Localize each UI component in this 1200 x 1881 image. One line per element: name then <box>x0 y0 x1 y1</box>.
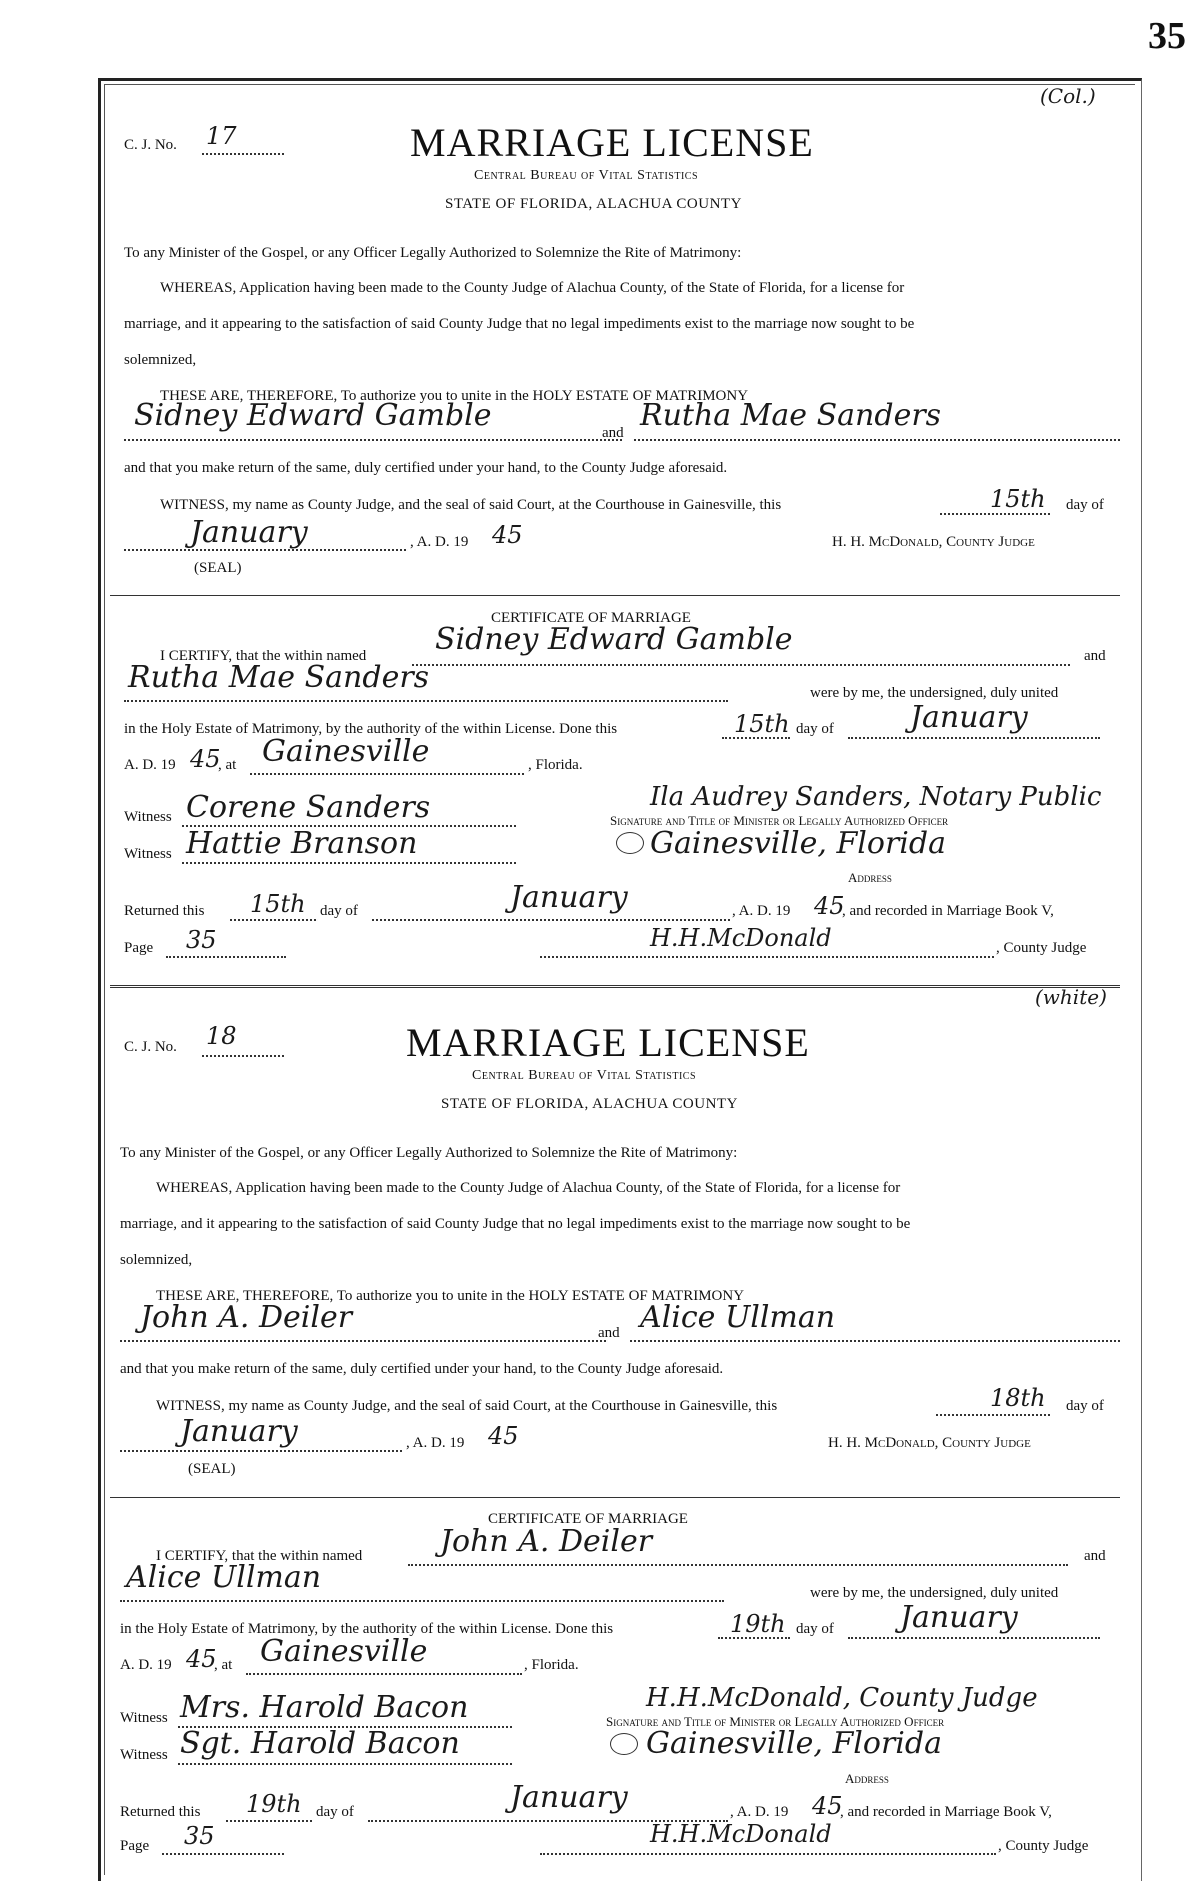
returned-day: 19th <box>246 1790 302 1818</box>
done-day: 19th <box>730 1610 786 1638</box>
county-judge-label: , County Judge <box>998 1838 1089 1854</box>
ad-label: , A. D. 19 <box>406 1435 465 1451</box>
these-are-line: THESE ARE, THEREFORE, To authorize you to unite in the HOLY ESTATE OF MATRIMONY <box>160 388 749 404</box>
license-title: MARRIAGE LICENSE <box>406 1020 810 1065</box>
divider <box>110 1497 1120 1498</box>
judge-line: H. H. McDonald, County Judge <box>828 1435 1031 1451</box>
license-month: January <box>190 515 308 550</box>
officiant-signature: H.H.McDonald, County Judge <box>646 1683 1038 1713</box>
at-label: , at <box>218 757 237 773</box>
license-subtitle: Central Bureau of Vital Statistics <box>474 168 699 183</box>
book-page: 35 <box>184 1822 215 1850</box>
whereas-line-1: WHEREAS, Application having been made to the County Judge of Alachua County, of the State of Florida, for a license for <box>160 280 905 296</box>
bride-name: Alice Ullman <box>640 1300 836 1335</box>
and-label: and <box>602 425 624 441</box>
signature-title-label: Signature and Title of Minister or Legally Authorized Officer <box>606 1714 945 1729</box>
whereas-line-2: marriage, and it appearing to the satisfaction of said County Judge that no legal impediments exist to the marriage now sought to be <box>124 316 915 332</box>
witness-1-signature: Mrs. Harold Bacon <box>180 1690 469 1725</box>
double-divider <box>110 985 1120 988</box>
returned-day-of-label: day of <box>316 1804 354 1820</box>
ad-label: , A. D. 19 <box>410 534 469 550</box>
return-line: and that you make return of the same, duly certified under your hand, to the County Judge aforesaid. <box>120 1361 724 1377</box>
cert-groom-name: John A. Deiler <box>440 1524 653 1559</box>
done-month: January <box>900 1600 1018 1635</box>
county-judge-label: , County Judge <box>996 940 1087 956</box>
witness-label-2: Witness <box>124 846 172 862</box>
address-label: Address <box>848 870 892 885</box>
witness-label-1: Witness <box>120 1710 168 1726</box>
cj-no-label: C. J. No. <box>124 1039 177 1055</box>
these-are-line: THESE ARE, THEREFORE, To authorize you to unite in the HOLY ESTATE OF MATRIMONY <box>156 1288 745 1304</box>
state-county: STATE OF FLORIDA, ALACHUA COUNTY <box>441 1096 738 1112</box>
divider <box>110 595 1120 596</box>
page-label: Page <box>124 940 154 956</box>
book-page: 35 <box>186 926 217 954</box>
holy-estate-line: in the Holy Estate of Matrimony, by the authority of the within License. Done this <box>120 1621 614 1637</box>
officiant-signature: Ila Audrey Sanders, Notary Public <box>650 782 1102 812</box>
returned-month: January <box>510 880 628 915</box>
race-note: (white) <box>1035 985 1107 1009</box>
returned-ad-label: , A. D. 19 <box>730 1804 789 1820</box>
united-label: were by me, the undersigned, duly united <box>810 1585 1059 1601</box>
certify-label: I CERTIFY, that the within named <box>160 648 367 664</box>
done-place: Gainesville <box>260 1634 428 1669</box>
cert-bride-name: Alice Ullman <box>126 1560 322 1595</box>
seal-label: (SEAL) <box>194 560 242 576</box>
cj-no-value: 17 <box>206 122 237 150</box>
embossed-seal-icon <box>610 1733 638 1755</box>
return-line: and that you make return of the same, duly certified under your hand, to the County Judge aforesaid. <box>124 460 728 476</box>
certificate-title: CERTIFICATE OF MARRIAGE <box>491 610 691 626</box>
groom-name: John A. Deiler <box>140 1300 353 1335</box>
license-subtitle: Central Bureau of Vital Statistics <box>472 1068 697 1083</box>
license-day: 18th <box>990 1384 1046 1412</box>
race-note: (Col.) <box>1040 84 1096 108</box>
license-title: MARRIAGE LICENSE <box>410 120 814 165</box>
page-number: 35 <box>1148 15 1186 57</box>
returned-label: Returned this <box>124 903 205 919</box>
done-day-of-label: day of <box>796 1621 834 1637</box>
returned-ad-label: , A. D. 19 <box>732 903 791 919</box>
address-label: Address <box>845 1771 889 1786</box>
returned-year: 45 <box>812 1792 843 1820</box>
witness-line: WITNESS, my name as County Judge, and the seal of said Court, at the Courthouse in Gainesville, this <box>156 1398 778 1414</box>
whereas-line-3: solemnized, <box>120 1252 193 1268</box>
cert-groom-name: Sidney Edward Gamble <box>435 622 793 657</box>
witness-label-2: Witness <box>120 1747 168 1763</box>
license-month: January <box>180 1414 298 1449</box>
seal-label: (SEAL) <box>188 1461 236 1477</box>
whereas-line-2: marriage, and it appearing to the satisfaction of said County Judge that no legal impediments exist to the marriage now sought to be <box>120 1216 911 1232</box>
recorded-label: , and recorded in Marriage Book V, <box>840 1804 1052 1820</box>
ad-at-label: A. D. 19 <box>124 757 176 773</box>
recorded-label: , and recorded in Marriage Book V, <box>842 903 1054 919</box>
holy-estate-line: in the Holy Estate of Matrimony, by the authority of the within License. Done this <box>124 721 618 737</box>
cert-bride-name: Rutha Mae Sanders <box>128 660 430 695</box>
ad-at-label: A. D. 19 <box>120 1657 172 1673</box>
officiant-address: Gainesville, Florida <box>650 826 946 861</box>
groom-name: Sidney Edward Gamble <box>134 398 492 433</box>
address-line: To any Minister of the Gospel, or any Officer Legally Authorized to Solemnize the Rite of Matrimony: <box>120 1145 738 1161</box>
witness-2-signature: Hattie Branson <box>186 826 418 861</box>
florida-label: , Florida. <box>524 1657 579 1673</box>
officiant-address: Gainesville, Florida <box>646 1726 942 1761</box>
done-month: January <box>910 700 1028 735</box>
witness-label-1: Witness <box>124 809 172 825</box>
witness-1-signature: Corene Sanders <box>186 790 431 825</box>
done-day: 15th <box>734 710 790 738</box>
license-year: 45 <box>488 1422 519 1450</box>
witness-2-signature: Sgt. Harold Bacon <box>180 1726 460 1761</box>
done-day-of-label: day of <box>796 721 834 737</box>
day-of-label: day of <box>1066 1398 1104 1414</box>
license-day: 15th <box>990 485 1046 513</box>
done-year: 45 <box>186 1645 217 1673</box>
bride-name: Rutha Mae Sanders <box>640 398 942 433</box>
and-label: and <box>598 1325 620 1341</box>
whereas-line-1: WHEREAS, Application having been made to the County Judge of Alachua County, of the State of Florida, for a license for <box>156 1180 901 1196</box>
certificate-title: CERTIFICATE OF MARRIAGE <box>488 1511 688 1527</box>
returned-day-of-label: day of <box>320 903 358 919</box>
embossed-seal-icon <box>616 832 644 854</box>
judge-line: H. H. McDonald, County Judge <box>832 534 1035 550</box>
license-year: 45 <box>492 521 523 549</box>
at-label: , at <box>214 1657 233 1673</box>
united-label: were by me, the undersigned, duly united <box>810 685 1059 701</box>
done-year: 45 <box>190 745 221 773</box>
returned-label: Returned this <box>120 1804 201 1820</box>
recorder-signature: H.H.McDonald <box>650 924 832 952</box>
state-county: STATE OF FLORIDA, ALACHUA COUNTY <box>445 196 742 212</box>
done-place: Gainesville <box>262 734 430 769</box>
returned-year: 45 <box>814 892 845 920</box>
day-of-label: day of <box>1066 497 1104 513</box>
witness-line: WITNESS, my name as County Judge, and the seal of said Court, at the Courthouse in Gainesville, this <box>160 497 782 513</box>
certify-label: I CERTIFY, that the within named <box>156 1548 363 1564</box>
whereas-line-3: solemnized, <box>124 352 197 368</box>
returned-day: 15th <box>250 890 306 918</box>
cj-no-value: 18 <box>206 1022 237 1050</box>
page-label: Page <box>120 1838 150 1854</box>
address-line: To any Minister of the Gospel, or any Officer Legally Authorized to Solemnize the Rite of Matrimony: <box>124 245 742 261</box>
cert-and-label: and <box>1084 648 1106 664</box>
returned-month: January <box>510 1780 628 1815</box>
signature-title-label: Signature and Title of Minister or Legally Authorized Officer <box>610 813 949 828</box>
florida-label: , Florida. <box>528 757 583 773</box>
cj-no-label: C. J. No. <box>124 137 177 153</box>
cert-and-label: and <box>1084 1548 1106 1564</box>
recorder-signature: H.H.McDonald <box>650 1820 832 1848</box>
